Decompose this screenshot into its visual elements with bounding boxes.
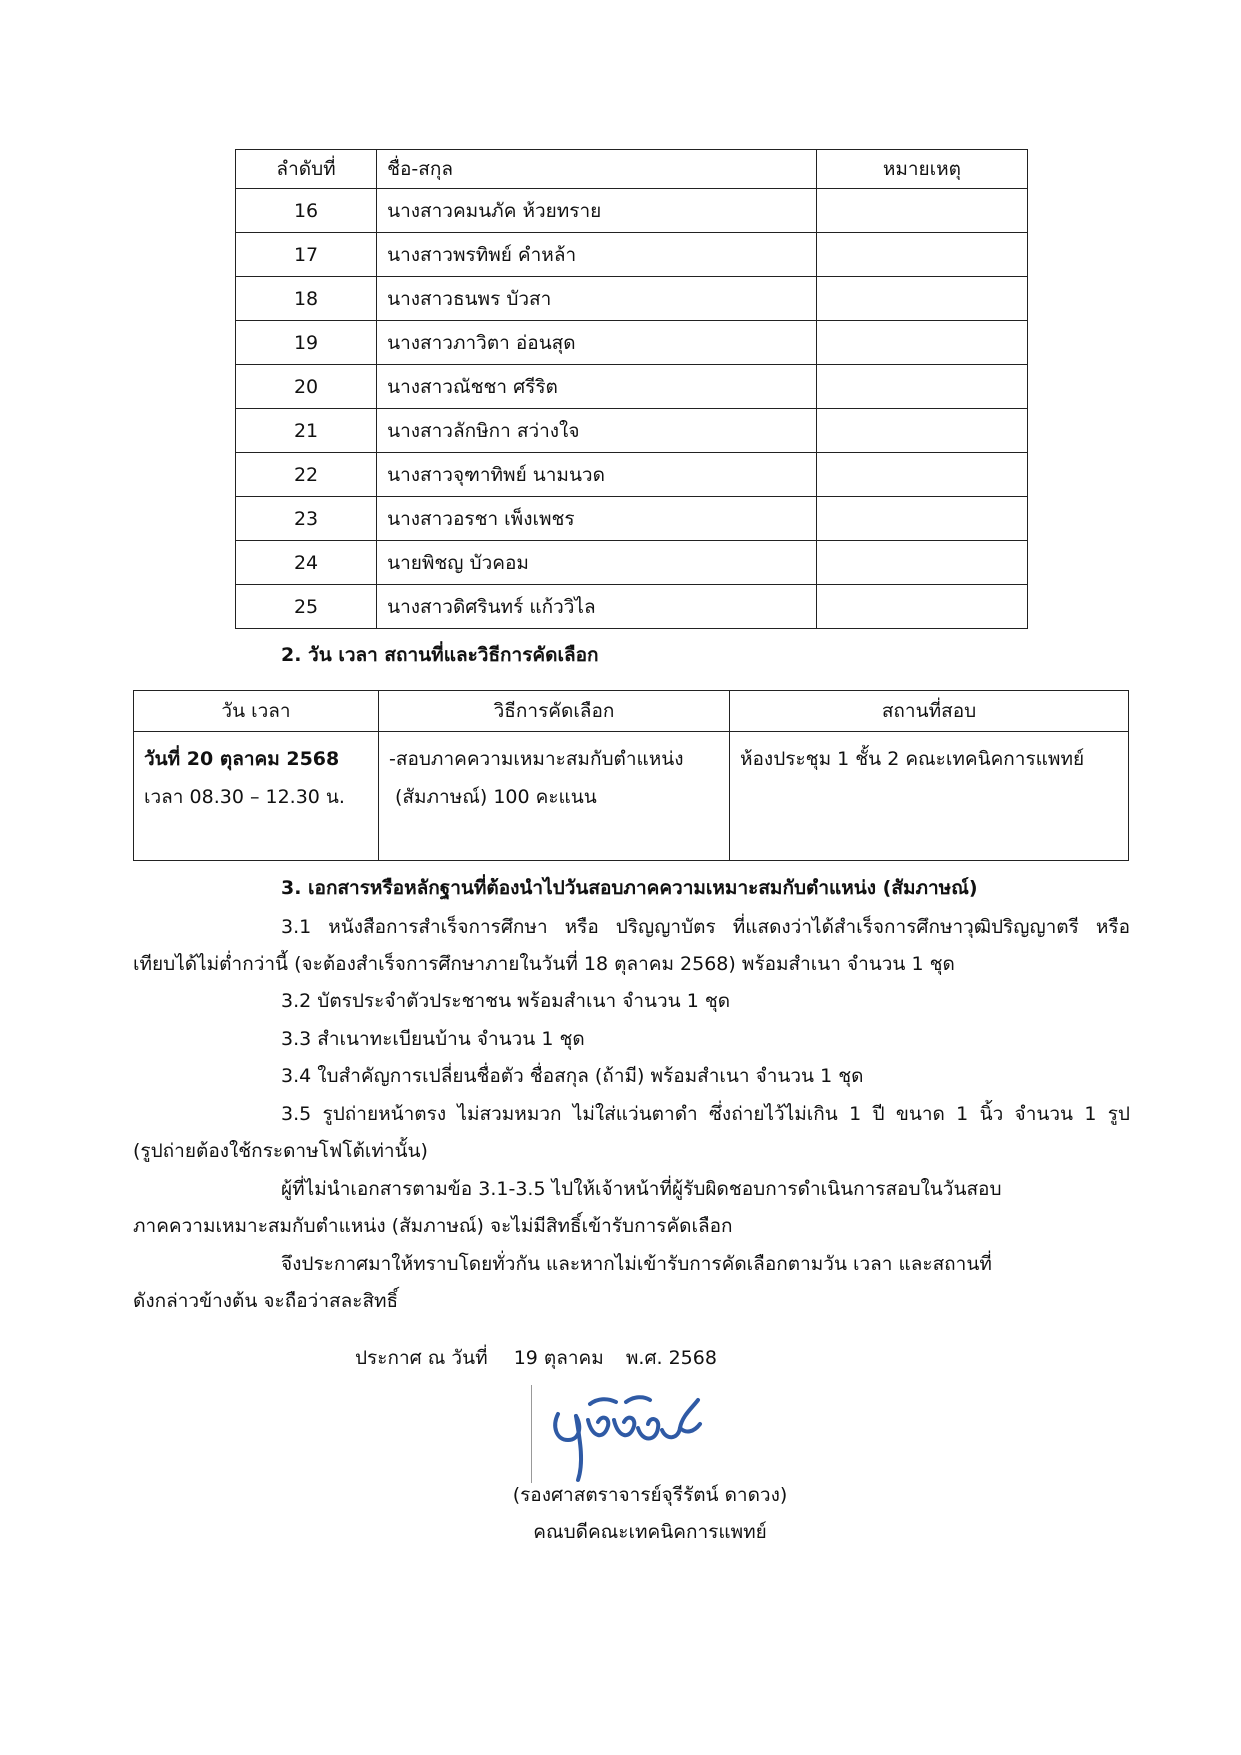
schedule-header-row	[134, 691, 1129, 732]
row-no: 18	[236, 277, 377, 321]
row-note	[816, 497, 1027, 541]
signature-stroke	[588, 1418, 608, 1436]
announcement-date: 19 ตุลาคม	[513, 1347, 604, 1369]
row-name: นางสาวธนพร บัวสา	[377, 277, 817, 321]
table-row	[236, 541, 1028, 585]
row-note	[816, 541, 1027, 585]
signature-stroke	[626, 1397, 650, 1402]
header-no: ลำดับที่	[236, 150, 377, 189]
schedule-date: วันที่ 20 ตุลาคม 2568	[144, 748, 340, 770]
row-no: 16	[236, 189, 377, 233]
row-note	[816, 189, 1027, 233]
item-3-5-line2: (รูปถ่ายต้องใช้กระดาษโฟโต้เท่านั้น)	[133, 1140, 428, 1162]
table-row	[236, 497, 1028, 541]
row-no: 23	[236, 497, 377, 541]
announcement-date-line	[355, 1343, 717, 1373]
schedule-method-cell	[379, 732, 730, 861]
row-name: นางสาวคมนภัค ห้วยทราย	[377, 189, 817, 233]
row-note	[816, 453, 1027, 497]
item-3-4: 3.4 ใบสำคัญการเปลี่ยนชื่อตัว ชื่อสกุล (ถ้ามี) พร้อมสำเนา จำนวน 1 ชุด	[281, 1065, 864, 1087]
item-3-5-line1: 3.5 รูปถ่ายหน้าตรง ไม่สวมหมวก ไม่ใส่แว่นตาดำ ซึ่งถ่ายไว้ไม่เกิน 1 ปี ขนาด 1 นิ้ว จำนวน 1 รูป	[281, 1103, 1130, 1125]
row-no: 21	[236, 409, 377, 453]
row-name: นายพิชญ บัวคอม	[377, 541, 817, 585]
item-3-2: 3.2 บัตรประจำตัวประชาชน พร้อมสำเนา จำนวน 1 ชุด	[281, 990, 731, 1012]
candidates-table	[235, 149, 1028, 629]
signatory-name: (รองศาสตราจารย์จุรีรัตน์ ดาดวง)	[512, 1484, 788, 1506]
schedule-row	[134, 732, 1129, 861]
item-3-1-line2: เทียบได้ไม่ต่ำกว่านี้ (จะต้องสำเร็จการศึกษาภายในวันที่ 18 ตุลาคม 2568) พร้อมสำเนา จำนวน 1 ชุด	[133, 953, 955, 975]
candidates-header-row	[236, 150, 1028, 189]
row-no: 22	[236, 453, 377, 497]
header-datetime: วัน เวลา	[134, 691, 379, 732]
row-name: นางสาวจุฑาทิพย์ นามนวด	[377, 453, 817, 497]
table-row	[236, 409, 1028, 453]
signatory-title: คณบดีคณะเทคนิคการแพทย์	[533, 1521, 767, 1543]
signature-image	[530, 1380, 710, 1490]
schedule-method-line2: (สัมภาษณ์) 100 คะแนน	[395, 786, 597, 808]
row-no: 17	[236, 233, 377, 277]
schedule-place-cell	[730, 732, 1129, 861]
header-place: สถานที่สอบ	[730, 691, 1129, 732]
section-2-heading: 2. วัน เวลา สถานที่และวิธีการคัดเลือก	[281, 644, 599, 666]
row-note	[816, 233, 1027, 277]
table-row	[236, 189, 1028, 233]
notice-line2: ภาคความเหมาะสมกับตำแหน่ง (สัมภาษณ์) จะไม่มีสิทธิ์เข้ารับการคัดเลือก	[133, 1215, 733, 1237]
row-note	[816, 277, 1027, 321]
row-no: 24	[236, 541, 377, 585]
signature-stroke	[614, 1418, 634, 1436]
header-method: วิธีการคัดเลือก	[379, 691, 730, 732]
header-name: ชื่อ-สกุล	[377, 150, 817, 189]
row-note	[816, 585, 1027, 629]
closing-line1: จึงประกาศมาให้ทราบโดยทั่วกัน และหากไม่เข้ารับการคัดเลือกตามวัน เวลา และสถานที่	[281, 1253, 992, 1275]
schedule-time: เวลา 08.30 – 12.30 น.	[144, 786, 345, 808]
row-name: นางสาวภาวิตา อ่อนสุด	[377, 321, 817, 365]
table-row	[236, 233, 1028, 277]
row-name: นางสาวอรชา เพ็งเพชร	[377, 497, 817, 541]
row-note	[816, 409, 1027, 453]
row-no: 25	[236, 585, 377, 629]
table-row	[236, 321, 1028, 365]
row-no: 20	[236, 365, 377, 409]
signature-stroke	[680, 1424, 700, 1431]
schedule-method-line1: -สอบภาคความเหมาะสมกับตำแหน่ง	[389, 748, 684, 770]
row-name: นางสาวลักษิกา สว่างใจ	[377, 409, 817, 453]
item-3-1-line1: 3.1 หนังสือการสำเร็จการศึกษา หรือ ปริญญาบัตร ที่แสดงว่าได้สำเร็จการศึกษาวุฒิปริญญาตรี หรือ	[281, 916, 1130, 938]
row-no: 19	[236, 321, 377, 365]
schedule-table	[133, 690, 1129, 861]
row-note	[816, 365, 1027, 409]
item-3-3: 3.3 สำเนาทะเบียนบ้าน จำนวน 1 ชุด	[281, 1028, 585, 1050]
row-name: นางสาวดิศรินทร์ แก้ววิไล	[377, 585, 817, 629]
table-row	[236, 585, 1028, 629]
schedule-place: ห้องประชุม 1 ชั้น 2 คณะเทคนิคการแพทย์	[740, 748, 1085, 770]
table-row	[236, 453, 1028, 497]
row-note	[816, 321, 1027, 365]
schedule-datetime-cell	[134, 732, 379, 861]
announcement-year: พ.ศ. 2568	[625, 1347, 717, 1369]
announcement-label: ประกาศ ณ วันที่	[355, 1347, 488, 1369]
notice-line1: ผู้ที่ไม่นำเอกสารตามข้อ 3.1-3.5 ไปให้เจ้าหน้าที่ผู้รับผิดชอบการดำเนินการสอบในวันสอบ	[281, 1178, 1002, 1200]
closing-line2: ดังกล่าวข้างต้น จะถือว่าสละสิทธิ์	[133, 1290, 399, 1312]
signature-stroke	[590, 1399, 616, 1404]
signature-stroke	[638, 1419, 658, 1438]
header-note: หมายเหตุ	[816, 150, 1027, 189]
table-row	[236, 277, 1028, 321]
section-3-heading: 3. เอกสารหรือหลักฐานที่ต้องนำไปวันสอบภาคความเหมาะสมกับตำแหน่ง (สัมภาษณ์)	[281, 877, 978, 899]
table-row	[236, 365, 1028, 409]
row-name: นางสาวณัชชา ศรีริต	[377, 365, 817, 409]
row-name: นางสาวพรทิพย์ คำหล้า	[377, 233, 817, 277]
